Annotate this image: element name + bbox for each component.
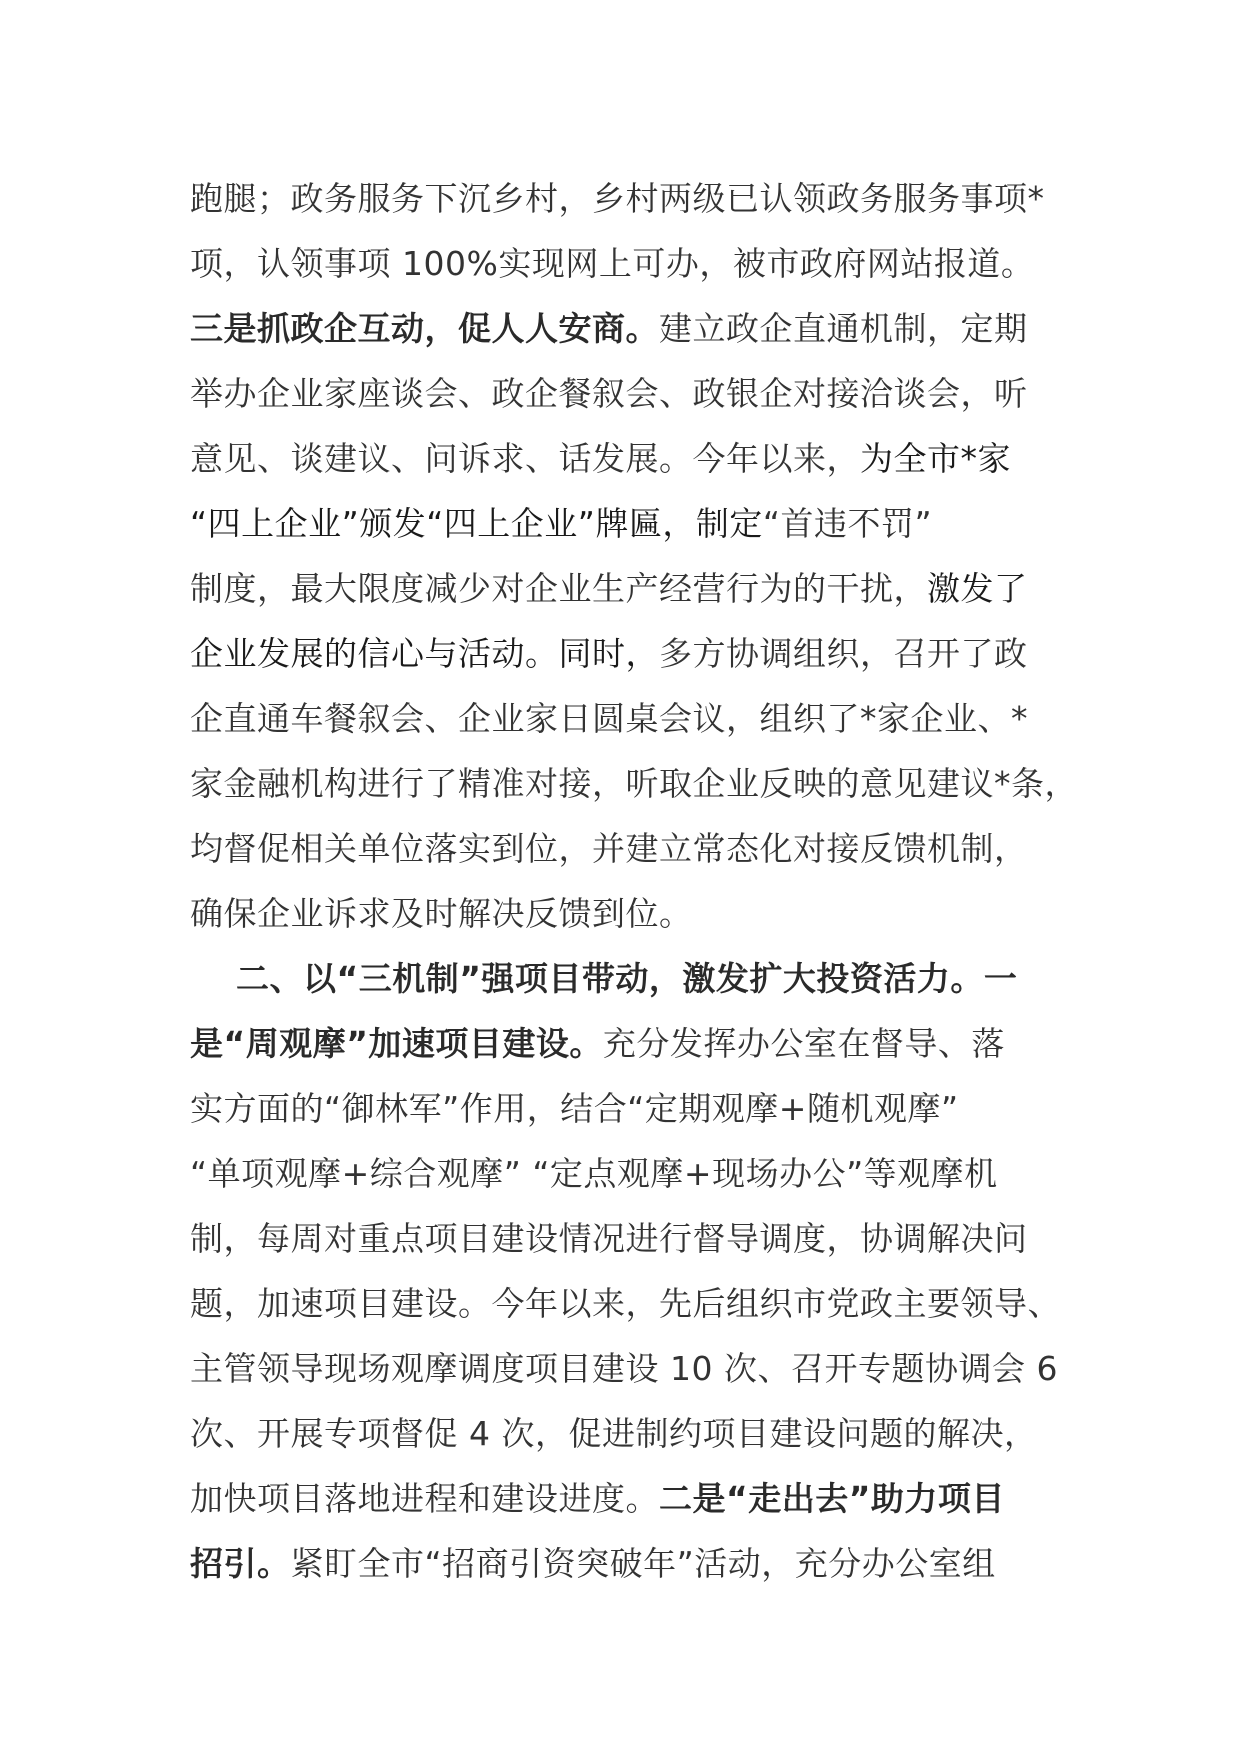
paragraph-text: 充分发挥办公室在督导、落: [602, 1024, 1005, 1063]
text-line: [190, 1531, 1070, 1596]
paragraph-text: 企业发展的信心与活动。同时，: [190, 634, 659, 673]
paragraph-text: 举办企业家座谈会、政企餐叙会、政银企对接洽谈会，听: [190, 374, 1028, 413]
text-line: [190, 1466, 1070, 1531]
text-line: [190, 621, 1070, 686]
paragraph-text: 加快项目落地进程和建设进度。: [190, 1479, 659, 1518]
text-line: [190, 1011, 1070, 1076]
document-body: [190, 166, 1078, 1596]
paragraph-text: “四上企业”颁发“四上企业”牌匾，制定: [190, 504, 763, 543]
bold-heading-text: 三是抓政企互动，促人人安商。: [190, 309, 659, 348]
paragraph-text: 跑腿；政务服务下沉乡村，乡村两级已认领政务服务事项*: [190, 179, 1045, 218]
paragraph-text: 家金融机构进行了精准对接，听取企业反映的意见建议*条，: [190, 764, 1078, 803]
paragraph-text: 次、开展专项督促 4 次，促进制约项目建设问题的解决，: [190, 1414, 1038, 1453]
bold-heading-text: 二是“走出去”助力项目: [659, 1479, 1005, 1518]
bold-heading-text: 二、以“三机制”强项目带动，激发扩大投资活力。一: [236, 959, 1018, 998]
paragraph-text: 意见、谈建议、问诉求、话发展。今年以来，: [190, 439, 860, 478]
text-line: [190, 556, 1070, 621]
text-line: [190, 1401, 1070, 1466]
paragraph-text: 实方面的“御林军”作用，结合“定期观摩+随机观摩”: [190, 1089, 959, 1128]
text-line: [190, 1076, 1070, 1141]
text-line: [190, 816, 1070, 881]
text-line: [190, 1336, 1070, 1401]
text-line: [190, 1271, 1070, 1336]
paragraph-text: 建立政企直通机制，定期: [659, 309, 1028, 348]
paragraph-text: 项，认领事项 100%实现网上可办，被市政府网站报道。: [190, 244, 1035, 283]
text-line: [190, 1206, 1070, 1271]
text-line: [190, 166, 1070, 231]
text-line: [190, 296, 1070, 361]
text-line: [190, 686, 1070, 751]
paragraph-text: 制度，最大限度减少对企业生产经营行为的干扰，: [190, 569, 927, 608]
paragraph-text: 制，每周对重点项目建设情况进行督导调度，协调解决问: [190, 1219, 1028, 1258]
bold-heading-text: 招引。: [190, 1544, 291, 1583]
text-line: [190, 231, 1070, 296]
paragraph-text: 均督促相关单位落实到位，并建立常态化对接反馈机制，: [190, 829, 1028, 868]
paragraph-text: 确保企业诉求及时解决反馈到位。: [190, 894, 693, 933]
text-line: [190, 361, 1070, 426]
paragraph-text: 题，加速项目建设。今年以来，先后组织市党政主要领导、: [190, 1284, 1061, 1323]
paragraph-text: 多方协调组织，召开了政: [659, 634, 1028, 673]
paragraph-text: “单项观摩+综合观摩” “定点观摩+现场办公”等观摩机: [190, 1154, 998, 1193]
paragraph-text: “首违不罚”: [762, 504, 933, 543]
paragraph-text: 主管领导现场观摩调度项目建设 10 次、召开专题协调会 6: [190, 1349, 1058, 1388]
paragraph-text: 激发了: [927, 569, 1028, 608]
paragraph-text: 企直通车餐叙会、企业家日圆桌会议，组织了*家企业、*: [190, 699, 1028, 738]
bold-heading-text: 是“周观摩”加速项目建设。: [190, 1024, 603, 1063]
text-line: [190, 751, 1078, 816]
paragraph-text: 为全市*家: [860, 439, 1011, 478]
text-line: [190, 491, 1070, 556]
text-line: [190, 426, 1070, 491]
text-line: [190, 946, 1070, 1011]
text-line: [190, 1141, 1070, 1206]
paragraph-text: 紧盯全市“招商引资突破年”活动，充分办公室组: [290, 1544, 996, 1583]
text-line: [190, 881, 1070, 946]
